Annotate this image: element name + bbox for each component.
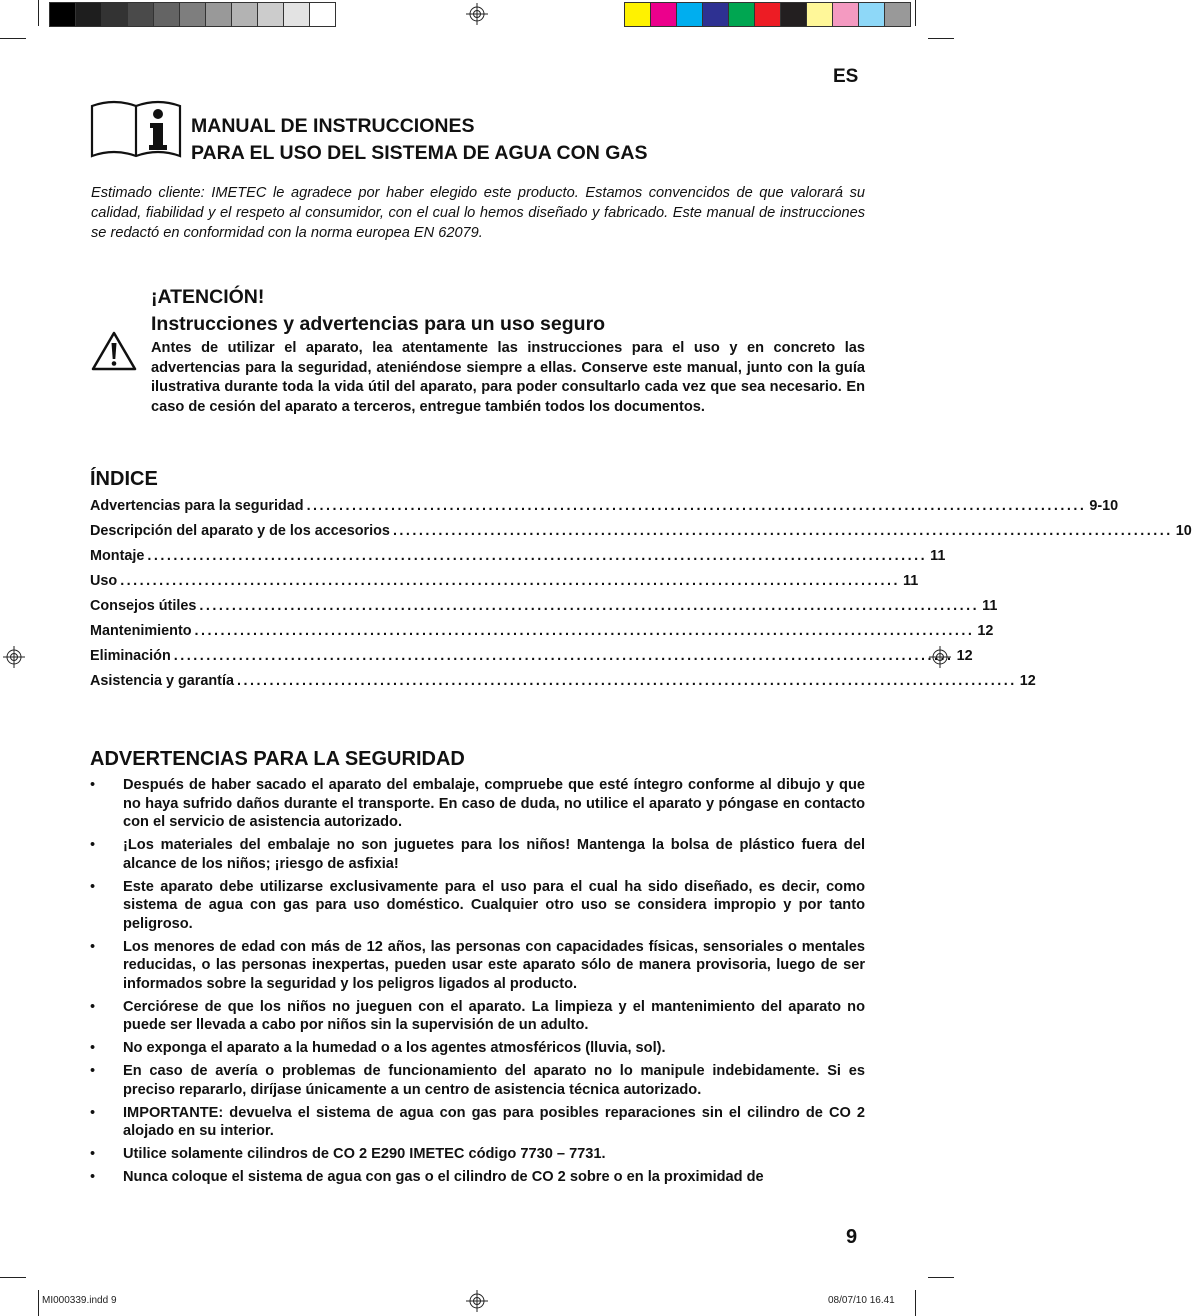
crop-mark	[915, 1290, 916, 1316]
bullet-icon: •	[90, 1104, 96, 1121]
color-swatch	[154, 3, 180, 26]
bullet-icon: •	[90, 777, 96, 793]
safety-list-item	[90, 836, 865, 873]
footer-date-slug: 08/07/10 16.41	[828, 1295, 895, 1306]
safety-list-item	[90, 776, 865, 832]
info-book-icon	[90, 98, 182, 160]
warning-title	[151, 284, 605, 338]
color-swatch	[859, 3, 885, 26]
toc-entry-page: 12	[956, 648, 973, 664]
toc-entry-page: 11	[902, 573, 919, 589]
index-heading: ÍNDICE	[90, 468, 158, 490]
crop-mark	[38, 1290, 39, 1316]
safety-list-item	[90, 938, 865, 994]
color-bar	[624, 2, 911, 27]
color-swatch	[102, 3, 128, 26]
page-number: 9	[846, 1226, 858, 1248]
toc-entry	[90, 573, 919, 598]
safety-list-item	[90, 1062, 865, 1099]
safety-list-item	[90, 1168, 865, 1187]
toc-leader-dots: ........................................................................................................................	[392, 523, 1173, 539]
bullet-icon: •	[90, 1169, 96, 1185]
crop-mark	[0, 38, 26, 39]
crop-mark	[38, 0, 39, 26]
toc-leader-dots: ........................................................................................................................	[199, 598, 980, 614]
toc-leader-dots: ........................................................................................................................	[120, 573, 900, 589]
toc-entry-label: Advertencias para la seguridad	[90, 498, 304, 514]
bullet-icon: •	[90, 1040, 96, 1056]
title-line-1: MANUAL DE INSTRUCCIONES	[191, 115, 475, 137]
safety-list	[90, 776, 865, 1191]
color-swatch	[755, 3, 781, 26]
color-swatch	[885, 3, 910, 26]
warning-body: Antes de utilizar el aparato, lea atentamente las instrucciones para el uso y en concreto las advertencias para la seguridad, ateniéndose siempre a ellas. Conserve este manual, junto con la guía ilustrativa durante toda la vida útil del aparato, para poder consultarlo cada vez que sea necesario. En caso de cesión del aparato a terceros, entregue también todos los documentos.	[151, 340, 865, 415]
color-swatch	[128, 3, 154, 26]
warning-title-line-2: Instrucciones y advertencias para un uso seguro	[151, 313, 606, 335]
toc-entry	[90, 498, 1119, 523]
toc-entry-label: Descripción del aparato y de los accesorios	[90, 523, 390, 539]
color-swatch	[833, 3, 859, 26]
toc-entry-page: 11	[930, 548, 946, 564]
bullet-icon: •	[90, 878, 96, 895]
toc-entry-page: 12	[977, 623, 994, 639]
safety-list-item-text: No exponga el aparato a la humedad o a los agentes atmosféricos (lluvia, sol).	[123, 1040, 666, 1056]
toc-entry-page: 10	[1175, 523, 1192, 539]
toc-entry-label: Montaje	[90, 548, 145, 564]
registration-mark-icon	[466, 3, 488, 25]
bullet-icon: •	[90, 837, 96, 853]
safety-list-item-text: IMPORTANTE: devuelva el sistema de agua con gas para posibles reparaciones sin el cilindro de CO 2 alojado en su interior.	[123, 1104, 865, 1139]
color-swatch	[206, 3, 232, 26]
warning-triangle-icon	[90, 330, 138, 372]
color-swatch	[677, 3, 703, 26]
safety-list-item-text: ¡Los materiales del embalaje no son juguetes para los niños! Mantenga la bolsa de plástico fuera del alcance de los niños; ¡riesgo de asfixia!	[123, 837, 865, 872]
color-swatch	[76, 3, 102, 26]
color-swatch	[180, 3, 206, 26]
intro-paragraph: Estimado cliente: IMETEC le agradece por haber elegido este producto. Estamos convencidos de que valorará su calidad, fiabilidad y el respeto al consumidor, con el cual lo hemos diseñado y fabricado. Este manual de instrucciones se redactó en conformidad con la norma europea EN 62079.	[91, 185, 865, 241]
toc-entry	[90, 523, 1192, 548]
color-swatch	[703, 3, 729, 26]
safety-heading: ADVERTENCIAS PARA LA SEGURIDAD	[90, 748, 465, 770]
toc-entry-label: Mantenimiento	[90, 623, 192, 639]
toc-entry	[90, 548, 946, 573]
safety-list-item-text: Este aparato debe utilizarse exclusivamente para el uso para el cual ha sido diseñado, es decir, como sistema de agua con gas para uso doméstico. Cualquier otro uso se considera impropio y por tanto peligroso.	[123, 878, 865, 932]
safety-list-item-text: Los menores de edad con más de 12 años, las personas con capacidades físicas, sensoriales o mentales reducidas, o las personas inexpertas, pueden usar este aparato sólo de manera provisoria, luego de ser informados sobre la seguridad y los peligros ligados al producto.	[123, 938, 865, 992]
toc-entry-page: 12	[1019, 673, 1036, 689]
crop-mark	[0, 1277, 26, 1278]
toc-leader-dots: ........................................................................................................................	[236, 673, 1017, 689]
bullet-icon: •	[90, 998, 96, 1015]
toc-leader-dots: ........................................................................................................................	[147, 548, 928, 564]
toc-entry-label: Asistencia y garantía	[90, 673, 234, 689]
color-swatch	[729, 3, 755, 26]
toc-entry	[90, 673, 1036, 698]
language-tag: ES	[833, 66, 859, 87]
toc-entry-page: 11	[982, 598, 998, 614]
safety-list-item	[90, 1039, 865, 1058]
bullet-icon: •	[90, 1063, 96, 1079]
color-swatch	[258, 3, 284, 26]
toc-entry-label: Consejos útiles	[90, 598, 197, 614]
title-line-2: PARA EL USO DEL SISTEMA DE AGUA CON GAS	[191, 142, 648, 164]
crop-mark	[928, 38, 954, 39]
toc-entry-page: 9-10	[1089, 498, 1119, 514]
grayscale-bar	[49, 2, 336, 27]
safety-list-item-text: Utilice solamente cilindros de CO 2 E290 IMETEC código 7730 – 7731.	[123, 1146, 606, 1162]
table-of-contents	[90, 498, 1192, 698]
toc-leader-dots: ........................................................................................................................	[194, 623, 975, 639]
safety-list-item-text: En caso de avería o problemas de funcionamiento del aparato no lo manipule indebidamente. Si es preciso repararlo, diríjase únicamente a un centro de asistencia técnica autorizado.	[123, 1063, 865, 1098]
crop-mark	[915, 0, 916, 26]
warning-title-line-1: ¡ATENCIÓN!	[151, 286, 265, 308]
toc-leader-dots: ........................................................................................................................	[306, 498, 1087, 514]
color-swatch	[625, 3, 651, 26]
toc-leader-dots: ........................................................................................................................	[173, 648, 954, 664]
safety-list-item	[90, 1104, 865, 1141]
toc-entry-label: Uso	[90, 573, 118, 589]
color-swatch	[310, 3, 335, 26]
toc-entry-label: Eliminación	[90, 648, 171, 664]
registration-mark-icon	[3, 646, 25, 668]
bullet-icon: •	[90, 938, 96, 955]
footer-file-slug: MI000339.indd 9	[42, 1295, 117, 1306]
safety-list-item	[90, 998, 865, 1035]
color-swatch	[651, 3, 677, 26]
manual-title	[191, 113, 648, 167]
color-swatch	[50, 3, 76, 26]
safety-list-item-text: Después de haber sacado el aparato del embalaje, compruebe que esté íntegro conforme al dibujo y que no haya sufrido daños durante el transporte. En caso de duda, no utilice el aparato y póngase en contacto con el servicio de asistencia autorizado.	[123, 777, 865, 830]
color-swatch	[807, 3, 833, 26]
color-swatch	[781, 3, 807, 26]
safety-list-item-text: Nunca coloque el sistema de agua con gas o el cilindro de CO 2 sobre o en la proximidad de	[123, 1169, 764, 1185]
safety-list-item	[90, 878, 865, 934]
toc-entry	[90, 598, 998, 623]
color-swatch	[232, 3, 258, 26]
bullet-icon: •	[90, 1146, 96, 1162]
safety-list-item	[90, 1145, 865, 1164]
color-swatch	[284, 3, 310, 26]
toc-entry	[90, 623, 994, 648]
toc-entry	[90, 648, 973, 673]
safety-list-item-text: Cerciórese de que los niños no jueguen con el aparato. La limpieza y el mantenimiento del aparato no puede ser llevada a cabo por niños sin la supervisión de un adulto.	[123, 998, 865, 1033]
crop-mark	[928, 1277, 954, 1278]
registration-mark-icon	[466, 1290, 488, 1312]
